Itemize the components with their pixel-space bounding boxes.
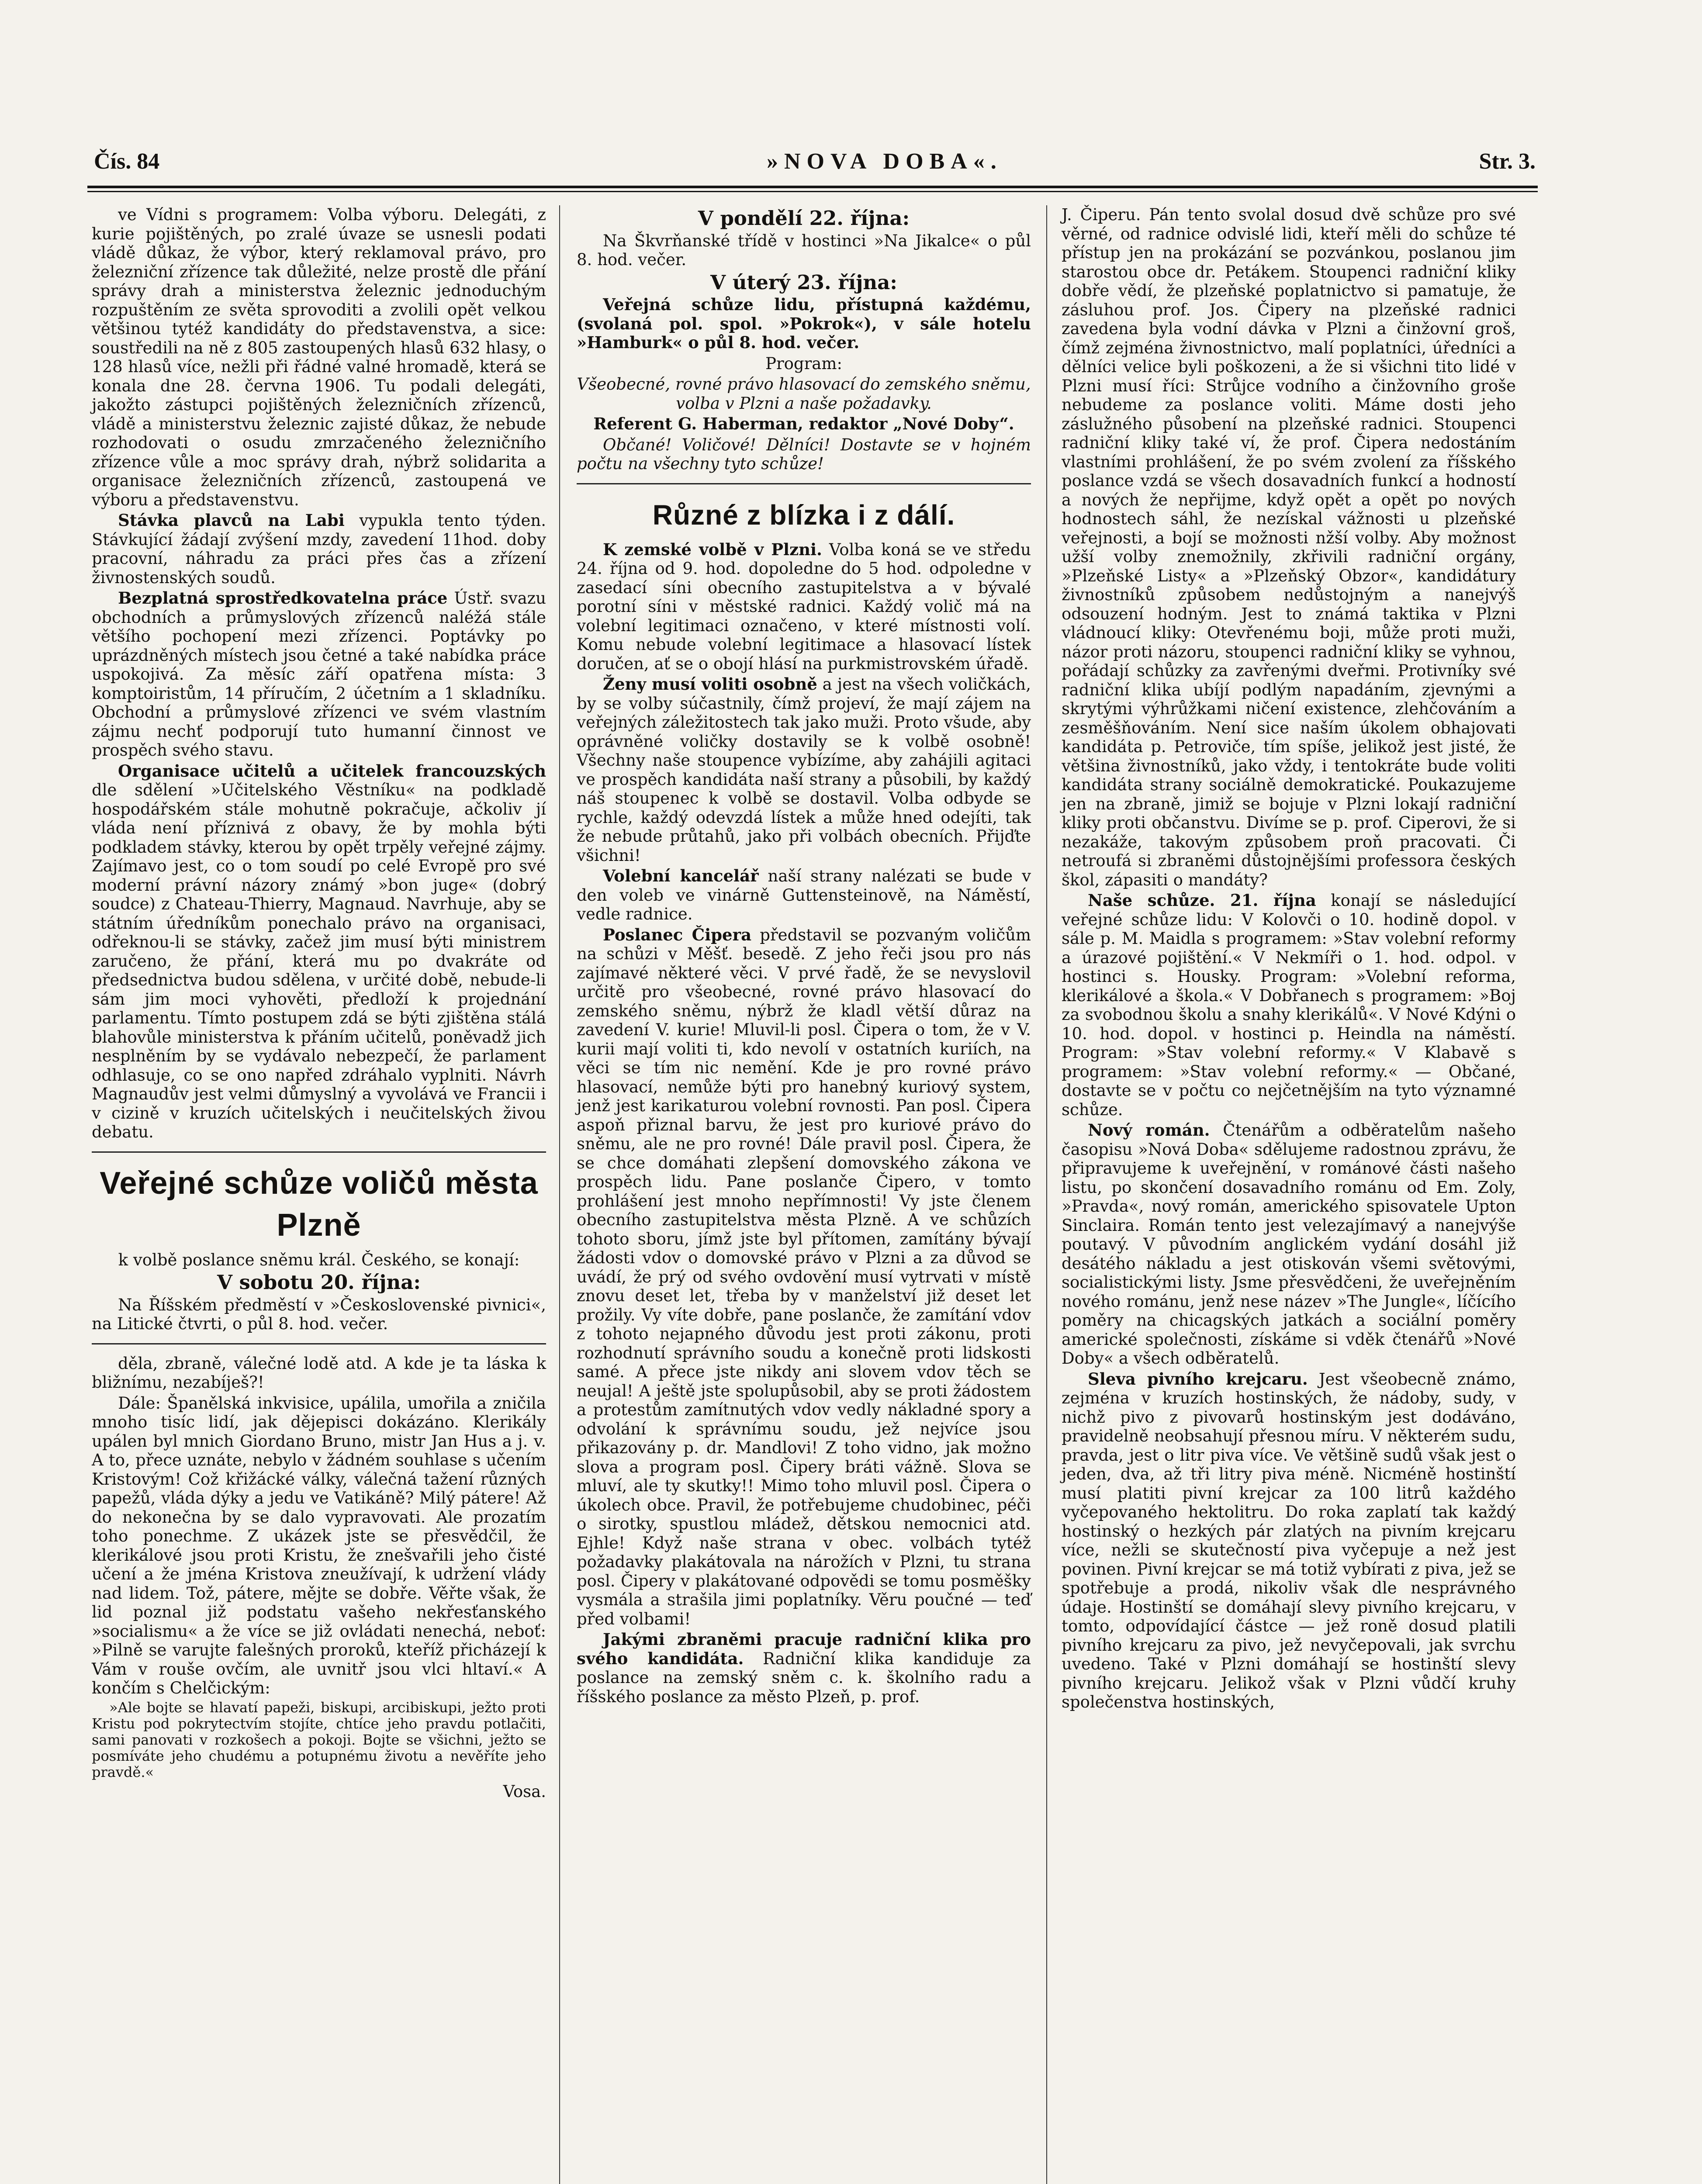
appeal: Občané! Voličové! Dělníci! Dostavte se v hojném počtu na všechny tyto schůze! (577, 435, 1031, 473)
article-paragraph: J. Čiperu. Pán tento svolal dosud dvě schůze pro své věrné, od radnice odvislé lidi, kteří měli do schůze té přístup jen na prokázání se pozvánkou, poslanou jim starostou obce dr. Petákem. Stoupenci radniční kliky dobře vědí, že plzeňské poplatnictvo si pamatuje, že zásluhou prof. Jos. Čipery na plzeňské radnici zavedena byla vodní dávka v Plzni a činžovní groš, čímž zejména živnostnictvo, malí poplatníci, úředníci a dělníci velice byli poškozeni, a že si všichni tito lidé v Plzni musí říci: Strůjce vodního a činžovního groše nebudeme za poslance voliti. Máme dosti jeho záslužného působení na plzeňské radnici. Stoupenci radniční kliky také ví, že prof. Čipera nedostáním vlastními prohlášení, že po svém zvolení za říšského poslance vzdá se všech dosavadních funkcí a hodností a nových že nepřijme, když opět a opět po nových hodnostech sáhl, že nezískal vážnosti u plzeňské veřejnosti, a bojí se možnosti nžší volby. Aby možnost užší volby znemožnily, zkřivili radniční orgány, »Plzeňské Listy« a »Plzeňský Obzor«, kandidátury živnostníků způsobem nedůstojným a nanejvýš odsouzení hodným. Jest to známá taktika v Plzni vládnoucí kliky: Otevřenému boji, může proti muži, názor proti názoru, stoupenci radniční kliky se vyhnou, pořádají schůzky za zavřenými dveřmi. Protivníky své radniční klika ubíjí podlým napadáním, zjevnými a skrytými výhrůžkami ničení existence, zlehčováním a zesměšňováním. Není sice naším úkolem obhajovati kandidáta p. Petroviče, tím spíše, jelikož jest jisté, že většina živnostníků, jako vždy, i tentokráte bude voliti kandidáta strany sociálně demokratické. Poukazujeme jen na zbraně, jimiž se bojuje v Plzni lokají radniční kliky proti občanstvu. Divíme se p. prof. Ciperovi, že si nezakáže, takovým způsobem proň pracovati. Či netroufá si zbraněmi důstojnějšími professora českých škol, zápasiti o mandáty? (1062, 205, 1516, 889)
masthead-rule-thin (87, 191, 1538, 192)
news-headline: K zemské volbě v Plzni. (603, 539, 822, 559)
column-3 (1062, 205, 1516, 1714)
newspaper-title: »NOVA DOBA«. (767, 149, 1003, 174)
separator (92, 1343, 546, 1344)
news-item (577, 926, 1031, 1629)
news-headline: Organisace učitelů a učitelek francouzských (118, 761, 546, 781)
separator (577, 483, 1031, 484)
section-heading: Různé z blízka i z dálí. (652, 499, 955, 531)
news-item (92, 762, 546, 1142)
news-item (92, 511, 546, 587)
announcement-line: k volbě poslance sněmu král. Českého, se konají: (118, 1250, 520, 1269)
column-divider (559, 205, 560, 2184)
news-item (577, 540, 1031, 674)
news-text: Jest všeobecně známo, zejména v kruzích hostinských, že nádoby, sudy, v nichž pivo z pivovarů hostinským jest dodáváno, pravidelně neobsahují přesnou míru. V některém sudu, pravda, jest o litr piva více. Ve většině sudů však jest o jeden, dva, až tři litry piva méně. Nicméně hostinští musí platiti pivní krejcar za 100 litrů každého vyčepovaného hektolitru. Do roka zaplatí tak každý hostinský o hezkých pár zlatých na pivním krejcaru více, nežli se skutečností piva vyčepuje a než jest povinen. Pivní krejcar se má totiž vybírati z piva, jež se spotřebuje a prodá, nikoliv však dle nesprávného údaje. Hostinští se domáhají slevy pivního krejcaru, v tomto, odpovídající částce — jež roně dosud platili pivního krejcaru za pivo, jež nevyčepovali, jak svrchu uvedeno. Také v Plzni domáhají se hostinští slevy pivního krejcaru. Jelikož však v Plzni vůdčí kruhy společenstva hostinských, (1062, 1369, 1516, 1711)
news-item (1062, 1370, 1516, 1712)
news-headline: Poslanec Čipera (603, 925, 752, 944)
article-paragraph: děla, zbraně, válečné lodě atd. A kde je ta láska k bližnímu, nezabíješ?! (92, 1354, 546, 1392)
news-headline: Ženy musí voliti osobně (603, 674, 817, 694)
meeting-date: V úterý 23. října: (710, 270, 897, 294)
news-text: představil se pozvaným voličům na schůzi v Měšť. besedě. Z jeho řeči jsou pro nás zajímavé některé věci. V prvé řadě, že se nevyslovil určitě pro všeobecné, rovné právo hlasovací do zemského sněmu, nýbrž že kladl větší důraz na zavedení V. kurie! Mluvil-li posl. Čipera o tom, že v V. kurii mají voliti ti, kdo nevolí v ostatních kuriích, na věci se tím nic nemění. Kde je pro rovné právo hlasovací, nemůže býti pro hanebný kuriový system, jenž jest karikaturou volební rovnosti. Pan posl. Čipera aspoň přiznal barvu, že jest pro kuriové právo do sněmu, ale ne pro rovné! Dále pravil posl. Čipera, že se chce domáhati zlepšení domovského zákona ve prospěch lidu. Pane poslanče Čipero, v tomto prohlášení jest mnoho nepřímnosti! Vy jste členem obecního zastupitelstva města Plzně. A ve schůzích tohoto sboru, jímž jste byl přítomen, zamítány bývají žádosti vdov o domovské právo v Plzni a za důvod se uvádí, že prý od svého ovdovění musí vytrvati v místě znovu deset let, třeba by v manželství již deset let prožily. Vy víte dobře, pane poslanče, že zamítání vdov z tohoto nejapného důvodu jest proti zákonu, proti rozhodnutí správního soudu a konečně proti lidskosti samé. A přece jste nikdy ani slovem vdov těch se neujal! A ještě jste spolupůsobil, aby se proti žádostem a protestům zamítnutých vdov vedly nákladné spory a odvolání k správnímu soudu, jež nejvíce jsou přikazovány p. dr. Mandlovi! Z toho vidno, jak možno slova a program posl. Čipery bráti vážně. Slova se mluví, ale ty skutky!! Mimo toho mluvil posl. Čipera o úkolech obce. Pravil, že potřebujeme chudobinec, péči o sirotky, spustlou mládež, dětskou nemocnici atd. Ejhle! Když naše strana v obec. volbách tytéž požadavky plakátovala na nárožích v Plzni, tu strana posl. Čipery v plakátované odpovědi se tomu posměšky vysmála a strašila jimi poplatníky. Věru poučné — teď před volbami! (577, 925, 1031, 1628)
announcement-date: V sobotu 20. října: (217, 1271, 421, 1294)
issue-number: Čís. 84 (94, 149, 160, 174)
referent: Referent G. Haberman, redaktor „Nové Doby“. (593, 414, 1014, 433)
column-2 (577, 205, 1031, 1708)
news-headline: Jakými zbraněmi pracuje radniční klika pro svého kandidáta. (577, 1630, 1031, 1668)
news-headline: Volební kancelář (603, 866, 759, 885)
news-headline: Naše schůze. 21. října (1088, 891, 1316, 910)
news-item (92, 589, 546, 760)
program-text: Všeobecné, rovné právo hlasovací do zemského sněmu, volba v Plzni a naše požadavky. (577, 375, 1031, 413)
meeting-place: Veřejná schůze lidu, přístupná každému, (svolaná pol. spol. »Pokrok«), v sále hotelu »Hamburk« o půl 8. hod. večer. (577, 295, 1031, 352)
meeting-place: Na Škvrňanské třídě v hostinci »Na Jikalce« o půl 8. hod. večer. (577, 231, 1031, 269)
news-item (577, 1630, 1031, 1706)
news-headline: Stávka plavců na Labi (118, 511, 345, 530)
news-text: naší strany nalézati se bude v den voleb ve vinárně Guttensteinově, na Náměstí, vedle radnice. (577, 867, 1031, 923)
news-item (577, 867, 1031, 924)
column-1 (92, 205, 546, 1803)
program-label: Program: (765, 354, 842, 373)
meeting-date: V pondělí 22. října: (698, 207, 910, 230)
news-text: konají se následující veřejné schůze lidu: V Kolovči o 10. hodině dopol. v sále p. M. Maidla s programem: »Stav volební reformy a úrazové pojištění.« V Nekmíři o 1. hod. odpol. v hostinci s. Housky. Program: »Volební reforma, klerikálové a škola.« V Dobřanech s programem: »Boj za svobodnou školu a snahy klerikálů«. V Nové Kdýni o 10. hod. dopol. v hostinci p. Heindla na náměstí. Program: »Stav volební reformy.« V Klabavě s programem: »Stav volební reformy.« — Občané, dostavte se v počtu co nejčetnějším na tyto významné schůze. (1062, 891, 1516, 1119)
news-text: Ústř. svazu obchodních a průmyslových zřízenců naléžá stále většího pochopení mezi zřízenci. Poptávky po uprázdněných místech jsou četné a také nabídka práce uspokojivá. Za měsíc září opatřena místa: 3 komptoiristům, 14 příručím, 2 účetním a 1 skladníku. Obchodní a průmyslové zřízenci ve svém vlastním zájmu nechť podporují tuto humanní činnost ve prospěch svého stavu. (92, 589, 546, 760)
separator (92, 1151, 546, 1153)
page-number: Str. 3. (1479, 149, 1536, 174)
news-text: vypukla tento týden. Stávkující žádají zvýšení mzdy, zavedení 11hod. doby pracovní, náhradu za práci přes čas a zřízení živnostenských soudů. (92, 511, 547, 587)
masthead-rule (87, 186, 1538, 188)
article-paragraph: Dále: Španělská inkvisice, upálila, umořila a zničila mnoho tisíc lidí, jak dějepisci dokázáno. Klerikály upálen byl mnich Giordano Bruno, mistr Jan Hus a j. v. A to, přece uznáte, nebylo v žádném souhlase s učením Kristovým! Což křižácké války, válečná tažení různých papežů, vláda dýky a jedu ve Vatikáně? Milý pátere! Až do nekonečna by se dalo vypravovati. Ale prozatím toho ponechme. Z ukázek jste se přesvědčil, že klerikálové jsou proti Kristu, že znešvařili jeho čisté učení a že jména Kristova zneužívají, k udržení vlády nad lidem. Tož, pátere, mějte se dobře. Věřte však, že lid poznal již podstatu vašeho nekřesťanského »socialismu« a že více se již ovládati nenechá, neboť: »Pilně se varujte falešných proroků, kteříž přicházejí k Vám v rouše ovčím, ale uvnitř jsou vlci hltaví.« A končím s Chelčickým: (92, 1393, 546, 1697)
news-headline: Sleva pivního krejcaru. (1088, 1369, 1308, 1389)
announcement-place: Na Říšském předměstí v »Československé pivnici«, na Litické čtvrti, o půl 8. hod. večer. (92, 1295, 546, 1333)
news-headline: Bezplatná sprostředkovatelna práce (118, 588, 448, 608)
news-text: Radniční klika kandiduje za poslance na zemský sněm c. k. školního radu a říšského poslance za město Plzeň, p. prof. (577, 1649, 1031, 1706)
column-divider (1046, 205, 1047, 2184)
announcement-title: Veřejné schůze voličů města Plzně (100, 1165, 538, 1243)
news-headline: Nový román. (1088, 1120, 1210, 1140)
masthead (94, 149, 1536, 183)
news-text: dle sdělení »Učitelského Věstníku« na podkladě hospodářském stále mohutně pokračuje, ačkoliv jí vláda není příznivá z obavy, že by mohla býti podkladem stávky, kterou by opět trpěly veřejné zájmy. Zajímavo jest, co o tom soudí po celé Evropě pro své moderní právní názory známý »bon juge« (dobrý soudce) z Chateau-Thierry, Magnaud. Navrhuje, aby se státním úředníkům ponechalo právo na organisaci, odřeknou-li se stávky, začež jim musí býti ministrem zaručeno, že přání, která mu po dvakráte od předsednictva budou sdělena, v určité době, nebude-li sám jim moci vyhověti, předloží k projednání parlamentu. Tímto postupem zdá se býti zjištěna stálá blahovůle ministerstva k přáním učitelů, poněvadž jich nesplněním by se vydávalo nebezpečí, že parlament odhlasuje, co se ono napřed zdráhalo vyplniti. Návrh Magnaudův jest velmi důmyslný a vyvolává ve Francii i v cizině v kruzích učitelských i neučitelských živou debatu. (92, 781, 546, 1141)
signature: Vosa. (503, 1782, 546, 1801)
article-paragraph: ve Vídni s programem: Volba výboru. Delegáti, z kurie pojištěných, po zralé úvaze se usnesli podati vládě důkaz, že výbor, který reklamoval právo, pro železniční zřízence tak důležité, nelze prostě dle přání správy drah a ministerstva železnic jednoduchým rozpuštěním ze světa sprovoditi a zvolili opět velkou většinou tytéž kandidáty do představenstva, a sice: soustředili na ně z 805 zastoupených hlasů 632 hlasy, o 128 hlasů více, nežli při řádné valné hromadě, která se konala dne 28. června 1906. Tu podali delegáti, jakožto zástupci pojištěných železničních zřízenců, vládě a ministerstvu železnic zajisté důkaz, že nebude rozhodovati o osudu zmrzačeného železničního zřízence vůle a moc správy drah, nýbrž solidarita a organisace železničních zřízenců, zastoupená ve výboru a představenstvu. (92, 205, 546, 509)
news-text: Čtenářům a odběratelům našeho časopisu »Nová Doba« sdělujeme radostnou zprávu, že připravujeme k uveřejnění, v románové části našeho listu, po skončení dosavadního románu od Em. Zoly, »Pravda«, nový román, amerického spisovatele Upton Sinclaira. Román tento jest velezajímavý a nanejvýše poutavý. V původním anglickém vydání dosáhl již desátého nákladu a jest otiskován všemi světovými, socialistickými listy. Jsme přesvědčeni, že uveřejněním nového románu, jenž nese název »The Jungle«, líčícího poměry na chicagských jatkách a sociální poměry americké společnosti, získáme si vděk čtenářů »Nové Doby« a všech odběratelů. (1062, 1121, 1516, 1368)
news-text: Volba koná se ve středu 24. října od 9. hod. dopoledne do 5 hod. odpoledne v zasedací síni obecního zastupitelstva a v bývalé porotní síni v městské radnici. Každý volič má na volební legitimaci označeno, v které místnosti volí. Komu nebude volební legitimace a hlasovací lístek doručen, ať se o obojí hlásí na purkmistrovském úřadě. (577, 540, 1031, 673)
news-item (1062, 891, 1516, 1119)
news-text: a jest na všech voličkách, by se volby súčastnily, čímž projeví, že mají zájem na veřejných záležitostech tak jako muži. Proto všude, aby oprávněné voličky dostavily se k volbě osobně! Všechny naše stoupence vybízíme, aby zahájili agitaci ve prospěch kandidáta naší strany a působili, by každý náš stoupenec k volbě se dostavil. Volba odbyde se rychle, každý odevzdá lístek a může hned odejíti, tak že nebude průtahů, jako při volbách obecních. Přijďte všichni! (577, 675, 1031, 865)
quotation: »Ale bojte se hlavatí papeži, biskupi, arcibiskupi, ježto proti Kristu pod pokrytectvím stojíte, chtíce jeho pravdu potlačiti, sami panovati v rozkošech a pokoji. Bojte se všichni, ježto se posmíváte jeho chudému a potupnému životu a nevěříte jeho pravdě.« (92, 1699, 546, 1780)
news-item (577, 675, 1031, 865)
news-item (1062, 1121, 1516, 1368)
